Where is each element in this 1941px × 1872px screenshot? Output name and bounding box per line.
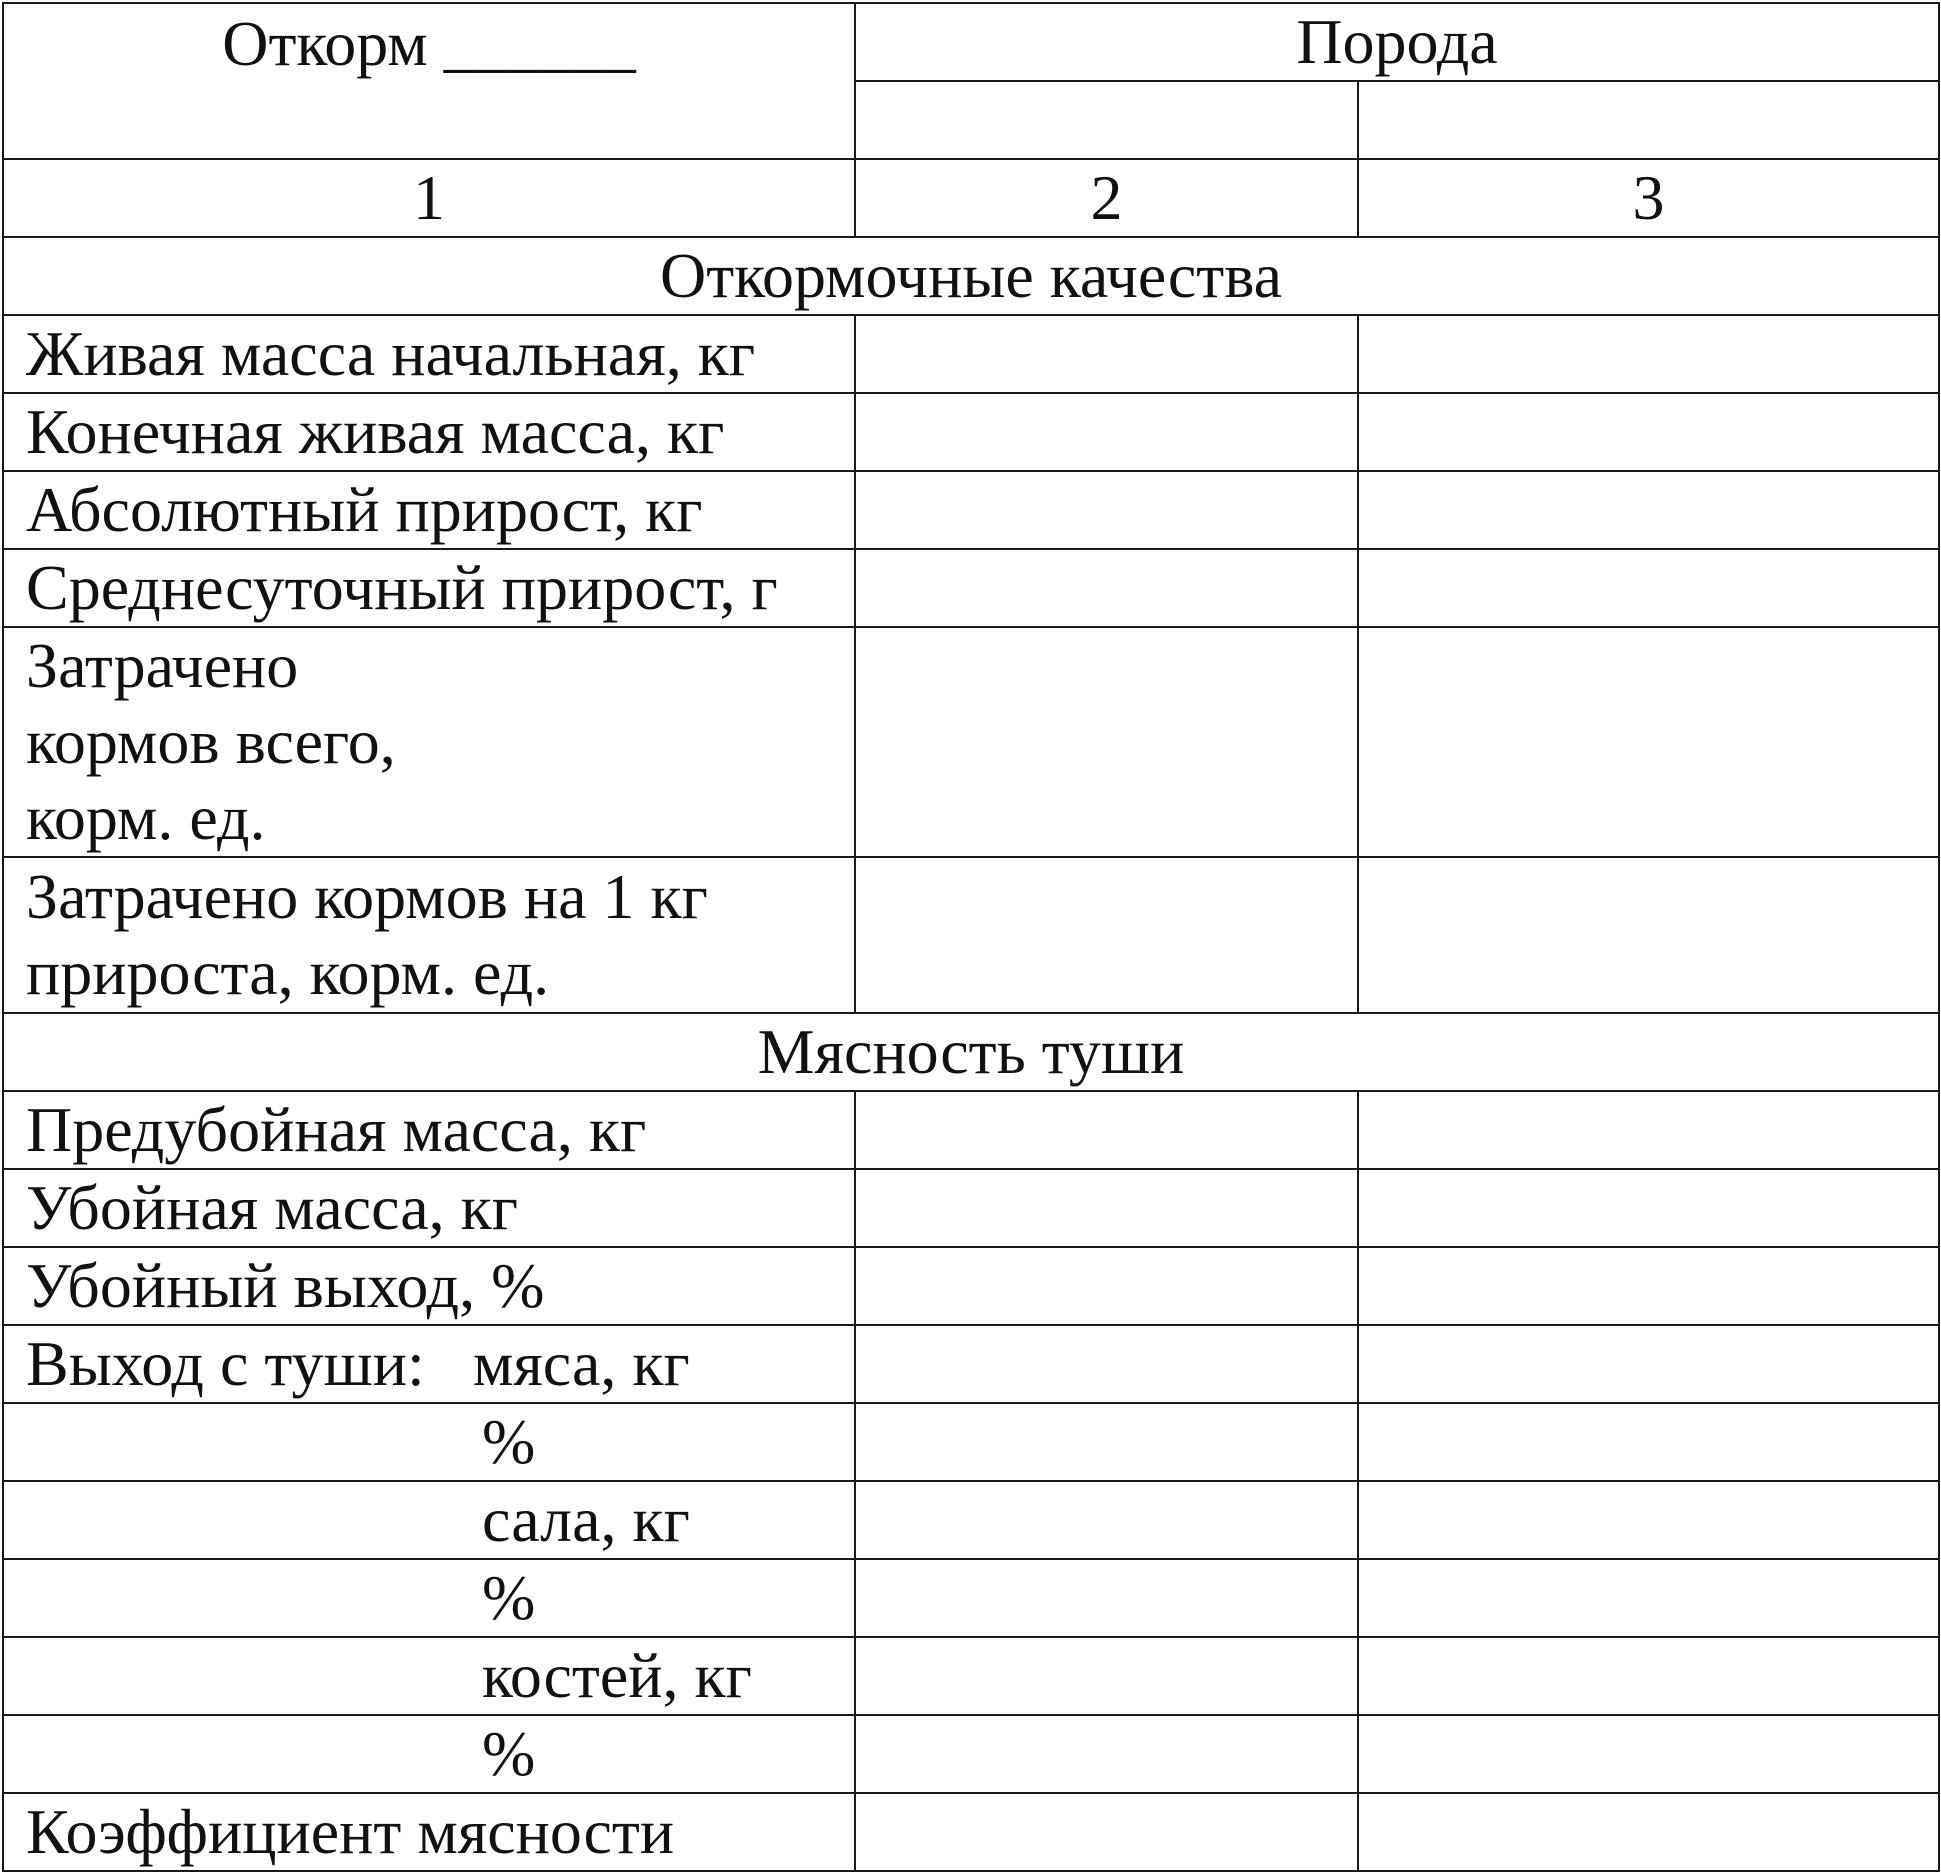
value-cell[interactable] — [1358, 1247, 1939, 1325]
table-row — [3, 1793, 1939, 1871]
column-number-1: 1 — [3, 159, 855, 237]
breed-header-cell — [855, 3, 1939, 81]
value-cell[interactable] — [1358, 1169, 1939, 1247]
section-title-meat: Мясность туши — [3, 1013, 1939, 1091]
breed-label: Порода — [1296, 6, 1498, 77]
row-label-text: Затрачено кормов всего, корм. ед. — [26, 630, 396, 853]
table-row — [3, 1403, 1939, 1481]
value-cell[interactable] — [855, 471, 1358, 549]
value-cell[interactable] — [1358, 549, 1939, 627]
value-cell[interactable] — [855, 315, 1358, 393]
value-cell[interactable] — [1358, 471, 1939, 549]
row-label: Коэффициент мясности — [3, 1793, 855, 1871]
table-row — [3, 393, 1939, 471]
value-cell[interactable] — [1358, 393, 1939, 471]
value-cell[interactable] — [855, 1247, 1358, 1325]
value-cell[interactable] — [1358, 1559, 1939, 1637]
row-label: Убойный выход, % — [3, 1247, 855, 1325]
value-cell[interactable] — [1358, 857, 1939, 1013]
row-label: Среднесуточный прирост, г — [3, 549, 855, 627]
value-cell[interactable] — [1358, 1481, 1939, 1559]
row-label: Конечная живая масса, кг — [3, 393, 855, 471]
value-cell[interactable] — [855, 1559, 1358, 1637]
row-label: костей, кг — [3, 1637, 855, 1715]
column-number-2: 2 — [855, 159, 1358, 237]
section-title-fattening: Откормочные качества — [3, 237, 1939, 315]
value-cell[interactable] — [1358, 1403, 1939, 1481]
table-row — [3, 315, 1939, 393]
table-row — [3, 1169, 1939, 1247]
value-cell[interactable] — [855, 857, 1358, 1013]
value-cell[interactable] — [855, 1091, 1358, 1169]
column-number-3: 3 — [1358, 159, 1939, 237]
table-row — [3, 857, 1939, 1013]
value-cell[interactable] — [1358, 1091, 1939, 1169]
column-number-row — [3, 159, 1939, 237]
row-label: Выход с туши: мяса, кг — [3, 1325, 855, 1403]
data-table — [2, 2, 1940, 1872]
breed-2-cell[interactable] — [1358, 81, 1939, 159]
row-label: Убойная масса, кг — [3, 1169, 855, 1247]
value-cell[interactable] — [1358, 1325, 1939, 1403]
header-row-1 — [3, 3, 1939, 81]
table-row — [3, 1247, 1939, 1325]
table-row — [3, 1637, 1939, 1715]
table-row — [3, 471, 1939, 549]
value-cell[interactable] — [855, 1481, 1358, 1559]
value-cell[interactable] — [855, 393, 1358, 471]
value-cell[interactable] — [1358, 1637, 1939, 1715]
table-row — [3, 549, 1939, 627]
row-label-text: Затрачено кормов на 1 кг прироста, корм. ед. — [26, 861, 708, 1008]
section-title-row — [3, 237, 1939, 315]
breed-1-cell[interactable] — [855, 81, 1358, 159]
row-label: % — [3, 1715, 855, 1793]
fattening-label: Откорм ______ — [222, 8, 636, 79]
value-cell[interactable] — [855, 549, 1358, 627]
value-cell[interactable] — [855, 1715, 1358, 1793]
table-row — [3, 1091, 1939, 1169]
value-cell[interactable] — [1358, 1715, 1939, 1793]
table-row — [3, 1715, 1939, 1793]
value-cell[interactable] — [855, 1403, 1358, 1481]
value-cell[interactable] — [855, 1325, 1358, 1403]
table-row — [3, 1559, 1939, 1637]
row-label: сала, кг — [3, 1481, 855, 1559]
row-label: Предубойная масса, кг — [3, 1091, 855, 1169]
table-row — [3, 627, 1939, 857]
row-label: % — [3, 1403, 855, 1481]
row-label: % — [3, 1559, 855, 1637]
row-label: Живая масса начальная, кг — [3, 315, 855, 393]
value-cell[interactable] — [1358, 315, 1939, 393]
row-label: Абсолютный прирост, кг — [3, 471, 855, 549]
value-cell[interactable] — [855, 1793, 1358, 1871]
section-title-row — [3, 1013, 1939, 1091]
row-label — [3, 857, 855, 1013]
value-cell[interactable] — [1358, 627, 1939, 857]
value-cell[interactable] — [855, 1637, 1358, 1715]
fattening-header-cell — [3, 3, 855, 159]
value-cell[interactable] — [855, 627, 1358, 857]
value-cell[interactable] — [1358, 1793, 1939, 1871]
value-cell[interactable] — [855, 1169, 1358, 1247]
table-row — [3, 1325, 1939, 1403]
table-row — [3, 1481, 1939, 1559]
row-label — [3, 627, 855, 857]
